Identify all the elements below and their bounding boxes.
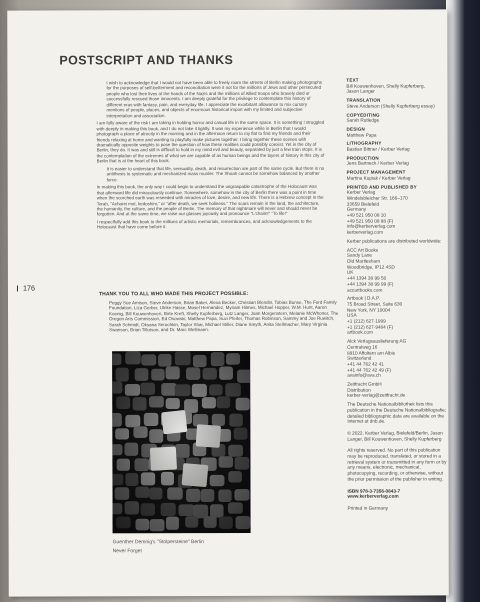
book-cover-edge: [446, 0, 480, 602]
distributor-line: Sandy Lane: [346, 252, 372, 258]
page-title: POSTSCRIPT AND THANKS: [59, 52, 234, 68]
paragraph: I wish to acknowledge that I would not have been able to freely roam the streets of Berlin making photographs for the purposes of self-betterment and reconciliation were it not for the millions of Jews and other persecuted people who lost their lives at the hands of the Nazis and the millions of Allied troops who bravely died or successfully rescued those innocents. I am deeply grateful for the privilege to contemplate this history of different eras with fantasy, pain, and everyday life. I appreciate the exorbitant allowance to mix cursory mentions of people, places, and objects of enormous historical import with my limited and subjective interpretation and association.: [106, 79, 323, 119]
credit-block: [346, 98, 446, 110]
folio-rule: [17, 286, 18, 292]
book-page: [7, 9, 449, 596]
credit-block: [347, 112, 447, 124]
distributor-line: USA: [347, 312, 357, 319]
credit-heading: COPYEDITING: [346, 112, 380, 118]
credit-line: Matthew Papa: [346, 132, 377, 138]
publisher-website: www.kerberverlag.com: [347, 493, 399, 499]
distributor-block: [347, 339, 447, 379]
distributor-line: Switzerland: [347, 355, 372, 361]
photo-caption: [113, 538, 293, 556]
publisher-line: info@kerberverlag.com: [346, 224, 396, 230]
page-number: [17, 284, 35, 293]
credit-line: Jens Bartneck / Kerber Verlag: [346, 160, 409, 167]
caption-line: Guenther Demnig's "Stolpersteine" Berlin: [112, 539, 204, 546]
distributor-line: 75 Broad Street, Suite 630: [346, 301, 403, 307]
distributor-line: artbook.com: [347, 330, 373, 336]
credit-heading: PROJECT MANAGEMENT: [346, 169, 406, 175]
credit-heading: DESIGN: [346, 126, 366, 132]
distributor-line: Distribution: [347, 387, 371, 393]
credit-heading: TRANSLATION: [346, 97, 381, 103]
credit-line: Bill Kouwenhoven, Shelly Kupferberg,: [346, 83, 425, 89]
rights-note: All rights reserved. No part of this publication may be reproduced, translated, or stored in a retrieval system or transmitted in any form or by any means, electronic, mechanical, photocopying, recording, or otherwise, without the prior permission of the publisher in writing.: [347, 447, 447, 482]
credit-heading: TEXT: [346, 77, 359, 83]
distributor-line: accartbooks.com: [346, 287, 383, 293]
publisher-line: +49 521 950 08 88 (F): [346, 218, 394, 224]
publisher-block: [347, 184, 447, 236]
credit-block: [347, 155, 447, 167]
credit-line: Sarah Rutledge: [346, 117, 380, 123]
credit-line: Martina Kupiak / Kerber Verlag: [346, 175, 411, 181]
page-number-text: 176: [22, 283, 35, 293]
cobblestone-image: [112, 351, 250, 533]
paragraph: It is easier to understand that life, sensuality, death, and resurrection are part of the same cycle. But there is no antithesis to systematic and mechanized mass murder. The Shoah cannot be somehow balanced by another force.: [106, 165, 325, 183]
publisher-line: 33659 Bielefeld: [346, 201, 380, 207]
distributor-line: Zeitfracht GmbH: [347, 381, 382, 387]
publisher-line: kerberverlag.com: [346, 229, 384, 235]
credit-line: Bastian Bittner / Kerber Verlag: [346, 146, 410, 152]
distributor-line: +44 1394 38 99 99 (F): [346, 281, 394, 287]
publisher-lines: [347, 190, 447, 236]
distributor-block: [347, 296, 447, 336]
credit-list: [346, 77, 446, 181]
distributor-list: [347, 247, 447, 399]
credit-block: [347, 170, 447, 182]
distributor-line: New York, NY 10004: [347, 307, 391, 313]
thanks-section: [99, 292, 339, 333]
credit-heading: PRODUCTION: [346, 155, 379, 161]
paragraph: In making this book, the only way I could begin to understand the ungraspable catastrophe of the Holocaust was that afterward life did miraculously continue. Somewhere, somehow in the city of Berlin there was a point in time when the scorched earth was reseeded with miracles of love, desire, and new life. There is a Hebrew concept in the Torah, "Acharei mot, kedoshim," or "after death, we seek holiness." The scars remain in the land, the architecture, the humanity, the culture, and the people of Berlin. The memory of that nightmare will never and should never be forgotten. And at the same time, we raise our glasses joyously and pronounce "L'chaim!" "To life!": [96, 183, 324, 217]
credit-heading: LITHOGRAPHY: [346, 140, 382, 147]
distributor-line: +41 44 762 42 41: [347, 361, 384, 367]
distributor-line: Alck Verlagsauslieferung AG: [347, 338, 407, 344]
stolpersteine-photo: [112, 351, 250, 533]
distributor-block: [347, 381, 447, 398]
credit-line: Jason Langer: [346, 89, 375, 95]
distributor-line: Old Martlesham: [346, 258, 380, 264]
distributor-line: ACC Art Books: [346, 247, 379, 253]
credit-line: Steve Anderson (Shelly Kupferberg essay): [346, 103, 435, 109]
paragraph: I respectfully add this book to the millions of artistic memorials, remembrances, and acknowledgements to the Holocaust that have come before it.: [96, 218, 312, 230]
distributor-line: +44 1394 38 99 50: [346, 275, 387, 281]
distributor-line: avainfo@ava.ch: [347, 372, 381, 379]
printed-in: Printed in Germany: [347, 505, 388, 511]
distributor-line: UK: [346, 270, 354, 276]
distributor-line: Artbook | D.A.P.: [346, 295, 380, 301]
caption-line: Never Forget: [112, 548, 142, 555]
distributor-block: [347, 247, 447, 293]
colophon: [346, 77, 447, 511]
bibliographic-note: The Deutsche Nationalbibliothek lists this publication in the Deutsche Nationalbibliografie; detailed bibliographic data are available on the Internet at dnb.de.: [347, 401, 447, 424]
isbn: ISBN 978-3-7356-0843-7: [347, 488, 401, 494]
distributor-line: +41 44 762 42 49 (F): [347, 367, 392, 373]
postscript-text: [96, 80, 324, 232]
distributor-line: 8910 Affoltern am Albis: [347, 350, 396, 356]
publisher-line: +49 521 950 08 10: [346, 212, 387, 218]
credit-block: [347, 141, 447, 153]
distribution-intro: Kerber publications are distributed worldwide:: [346, 238, 442, 244]
credit-block: [346, 77, 446, 94]
distributor-line: +1 (212) 627-1999: [347, 318, 386, 324]
thanks-heading: THANK YOU TO ALL WHO MADE THIS PROJECT POSSIBLE:: [98, 290, 249, 298]
distributor-line: Woodbridge, IP12 4SD: [346, 264, 395, 270]
distributor-line: Centralweg 16: [347, 344, 378, 350]
distributor-line: +1 (212) 627-9484 (F): [347, 324, 394, 330]
publisher-line: Germany: [346, 206, 367, 213]
paragraph: I am fully aware of the risk I am taking in holding horror and casual life in the same space. It is something I struggled with deeply in making this book, and I do not take it lightly. It was my experience while in Berlin that I would photograph a place of atrocity in the morning and in the afternoon return to my flat to find my friends and their friends relaxing at home and wanting to playfully make pictures together. I bring together these scenes with dramatically opposite weights to pose the question of how these realities could possibly coexist. Yet in the city of Berlin, they do. It was and still is difficult to hold in my mind evil and beauty, separated by just a few train stops. It is the contemplation of the extremes of what we are capable of as human beings and the layers of history in this city of Berlin that is at the heart of this book.: [96, 119, 325, 164]
publisher-line: Windelsbleicher Str. 166–170: [346, 195, 408, 201]
publisher-heading: PRINTED AND PUBLISHED BY: [346, 184, 417, 190]
publisher-line: Kerber Verlag: [346, 189, 376, 195]
distributor-line: kerber-verlag@zeitfracht.de: [347, 392, 406, 399]
thanks-names: Peggy Sue Amison, Steve Anderson, Brian Baker, Alexa Becker, Christian Blendin, Tobias Bunse, The Ford Family Foundation, Liza Gerber, Ulrike Hasse, Mosel Hernandez, Myriam Hilmes, Michael Hopper, W.M. Hunt, Aaron Koenig, Bill Kouwenhoven, Birte Kreft, Shelly Kupferberg, Lutz Langer, Joan Morgenstern, Melanie McWhorter, The Oregon Arts Commission, Ed Osowski, Matthew Papa, Suzi Pfeifer, Thomas Robinson, Sammy and Joe Ruwitch, Sarah Schmidt, Oksana Serochkin, Taylor Shar, Michael Stiller, Diane Smyth, Anita Stellmacher, Mary Virginia Swanson, Brian Tillotson, and Dr. Marc Wellmann.: [108, 299, 339, 333]
credit-block: [347, 126, 447, 138]
copyright-note: © 2022. Kerber Verlag, Bielefeld/Berlin, Jason Langer, Bill Kouwenhoven, Shelly Kupferberg: [347, 430, 443, 442]
